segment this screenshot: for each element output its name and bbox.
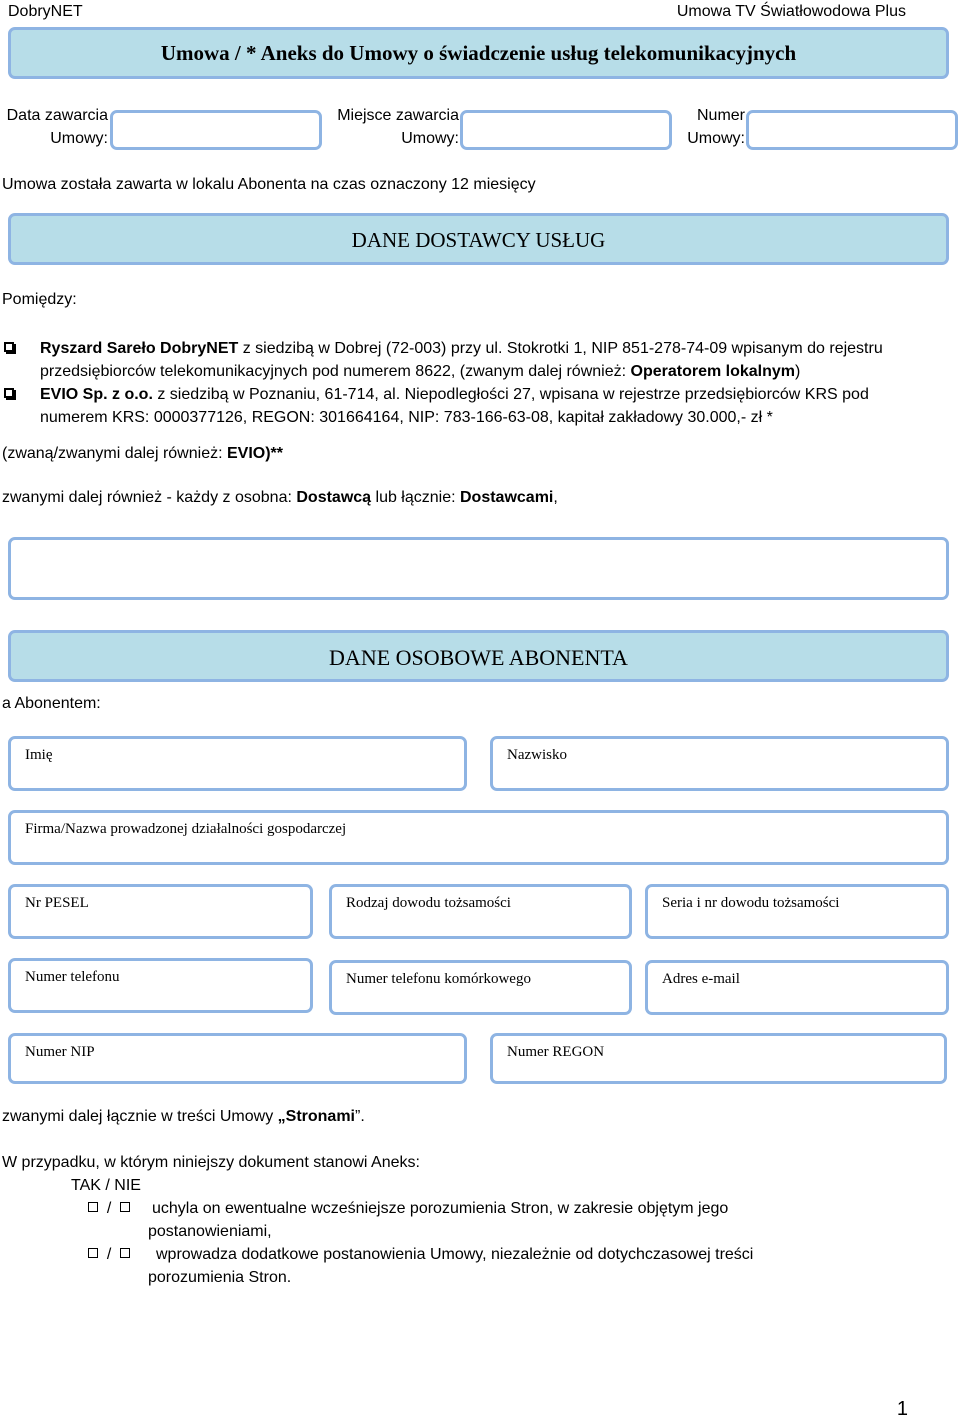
checkbox-operator-lokalny[interactable]	[4, 342, 14, 352]
annex-option2-choice[interactable]: /	[88, 1246, 130, 1264]
phone-label: Numer telefonu	[25, 969, 120, 985]
page-number: 1	[896, 1398, 908, 1420]
term-text: Umowa została zawarta w lokalu Abonenta na czas oznaczony 12 miesięcy	[2, 176, 536, 193]
square-icon[interactable]	[120, 1248, 130, 1258]
id-type-field[interactable]	[329, 884, 632, 939]
header-right: Umowa TV Światłowodowa Plus	[676, 3, 906, 20]
mobile-label: Numer telefonu komórkowego	[346, 971, 531, 987]
checkbox-evio[interactable]	[4, 388, 14, 398]
contract-place-field[interactable]	[460, 110, 672, 150]
subscriber-label: a Abonentem:	[2, 695, 101, 712]
annex-option1-line2: postanowieniami,	[148, 1223, 272, 1240]
date-label: Data zawarcia Umowy:	[6, 107, 108, 147]
annex-option1-choice[interactable]: /	[88, 1200, 130, 1218]
document-title: Umowa / * Aneks do Umowy o świadczenie usług telekomunikacyjnych	[8, 27, 949, 79]
regon-field[interactable]	[490, 1033, 947, 1084]
provider-section-title: DANE DOSTAWCY USŁUG	[8, 213, 949, 265]
header-left: DobryNET	[8, 3, 83, 20]
id-number-label: Seria i nr dowodu tożsamości	[662, 895, 840, 911]
place-label: Miejsce zawarcia Umowy:	[337, 107, 459, 147]
regon-label: Numer REGON	[507, 1044, 605, 1060]
annex-intro: W przypadku, w którym niniejszy dokument stanowi Aneks:	[2, 1154, 420, 1171]
email-label: Adres e-mail	[662, 971, 740, 987]
square-icon[interactable]	[88, 1248, 98, 1258]
provider-option-local: Ryszard Sareło DobryNET z siedzibą w Dobrej (72-003) przy ul. Stokrotki 1, NIP 851-278-74-09 wpisanym do rejestru przedsiębiorców telekomunikacyjnych pod numerem 8622, (zwanym dalej również: Operatorem lokalnym)	[40, 340, 883, 380]
parties-text: zwanymi dalej łącznie w treści Umowy „Stronami”.	[2, 1108, 365, 1125]
square-icon[interactable]	[120, 1202, 130, 1212]
annex-option2-line2: porozumienia Stron.	[148, 1269, 292, 1286]
provider-details-field[interactable]	[8, 537, 949, 600]
square-icon[interactable]	[88, 1202, 98, 1212]
provider-option-evio: EVIO Sp. z o.o. z siedzibą w Poznaniu, 61-714, al. Niepodległości 27, wpisana w rejestrze przedsiębiorców KRS pod numerem KRS: 0000377126, REGON: 301664164, NIP: 783-166-63-08, kapitał zakładowy 30.000,- zł *	[40, 386, 869, 426]
mobile-field[interactable]	[329, 960, 632, 1015]
contract-number-field[interactable]	[746, 110, 958, 150]
subscriber-section-title: DANE OSOBOWE ABONENTA	[8, 630, 949, 682]
company-label: Firma/Nazwa prowadzonej działalności gospodarczej	[25, 821, 347, 837]
id-type-label: Rodzaj dowodu tożsamości	[346, 895, 511, 911]
called-text: (zwaną/zwanymi dalej również: EVIO)**	[2, 445, 283, 462]
last-name-field[interactable]	[490, 736, 949, 791]
first-name-field[interactable]	[8, 736, 467, 791]
annex-yes-no[interactable]: TAK / NIE	[71, 1177, 141, 1194]
annex-option2-line1: wprowadza dodatkowe postanowienia Umowy, niezależnie od dotychczasowej treści	[156, 1246, 754, 1263]
nip-label: Numer NIP	[25, 1044, 95, 1060]
collective-text: zwanymi dalej również - każdy z osobna: Dostawcą lub łącznie: Dostawcami,	[2, 489, 558, 506]
pesel-label: Nr PESEL	[25, 895, 89, 911]
email-field[interactable]	[645, 960, 949, 1015]
contract-date-field[interactable]	[110, 110, 322, 150]
first-name-label: Imię	[25, 747, 53, 763]
last-name-label: Nazwisko	[507, 747, 567, 763]
phone-field[interactable]	[8, 958, 313, 1013]
pesel-field[interactable]	[8, 884, 313, 939]
between-label: Pomiędzy:	[2, 291, 77, 308]
company-field[interactable]	[8, 810, 949, 865]
annex-option1-line1: uchyla on ewentualne wcześniejsze porozumienia Stron, w zakresie objętym jego	[152, 1200, 729, 1217]
nip-field[interactable]	[8, 1033, 467, 1084]
id-number-field[interactable]	[645, 884, 949, 939]
number-label: Numer Umowy:	[687, 107, 745, 147]
